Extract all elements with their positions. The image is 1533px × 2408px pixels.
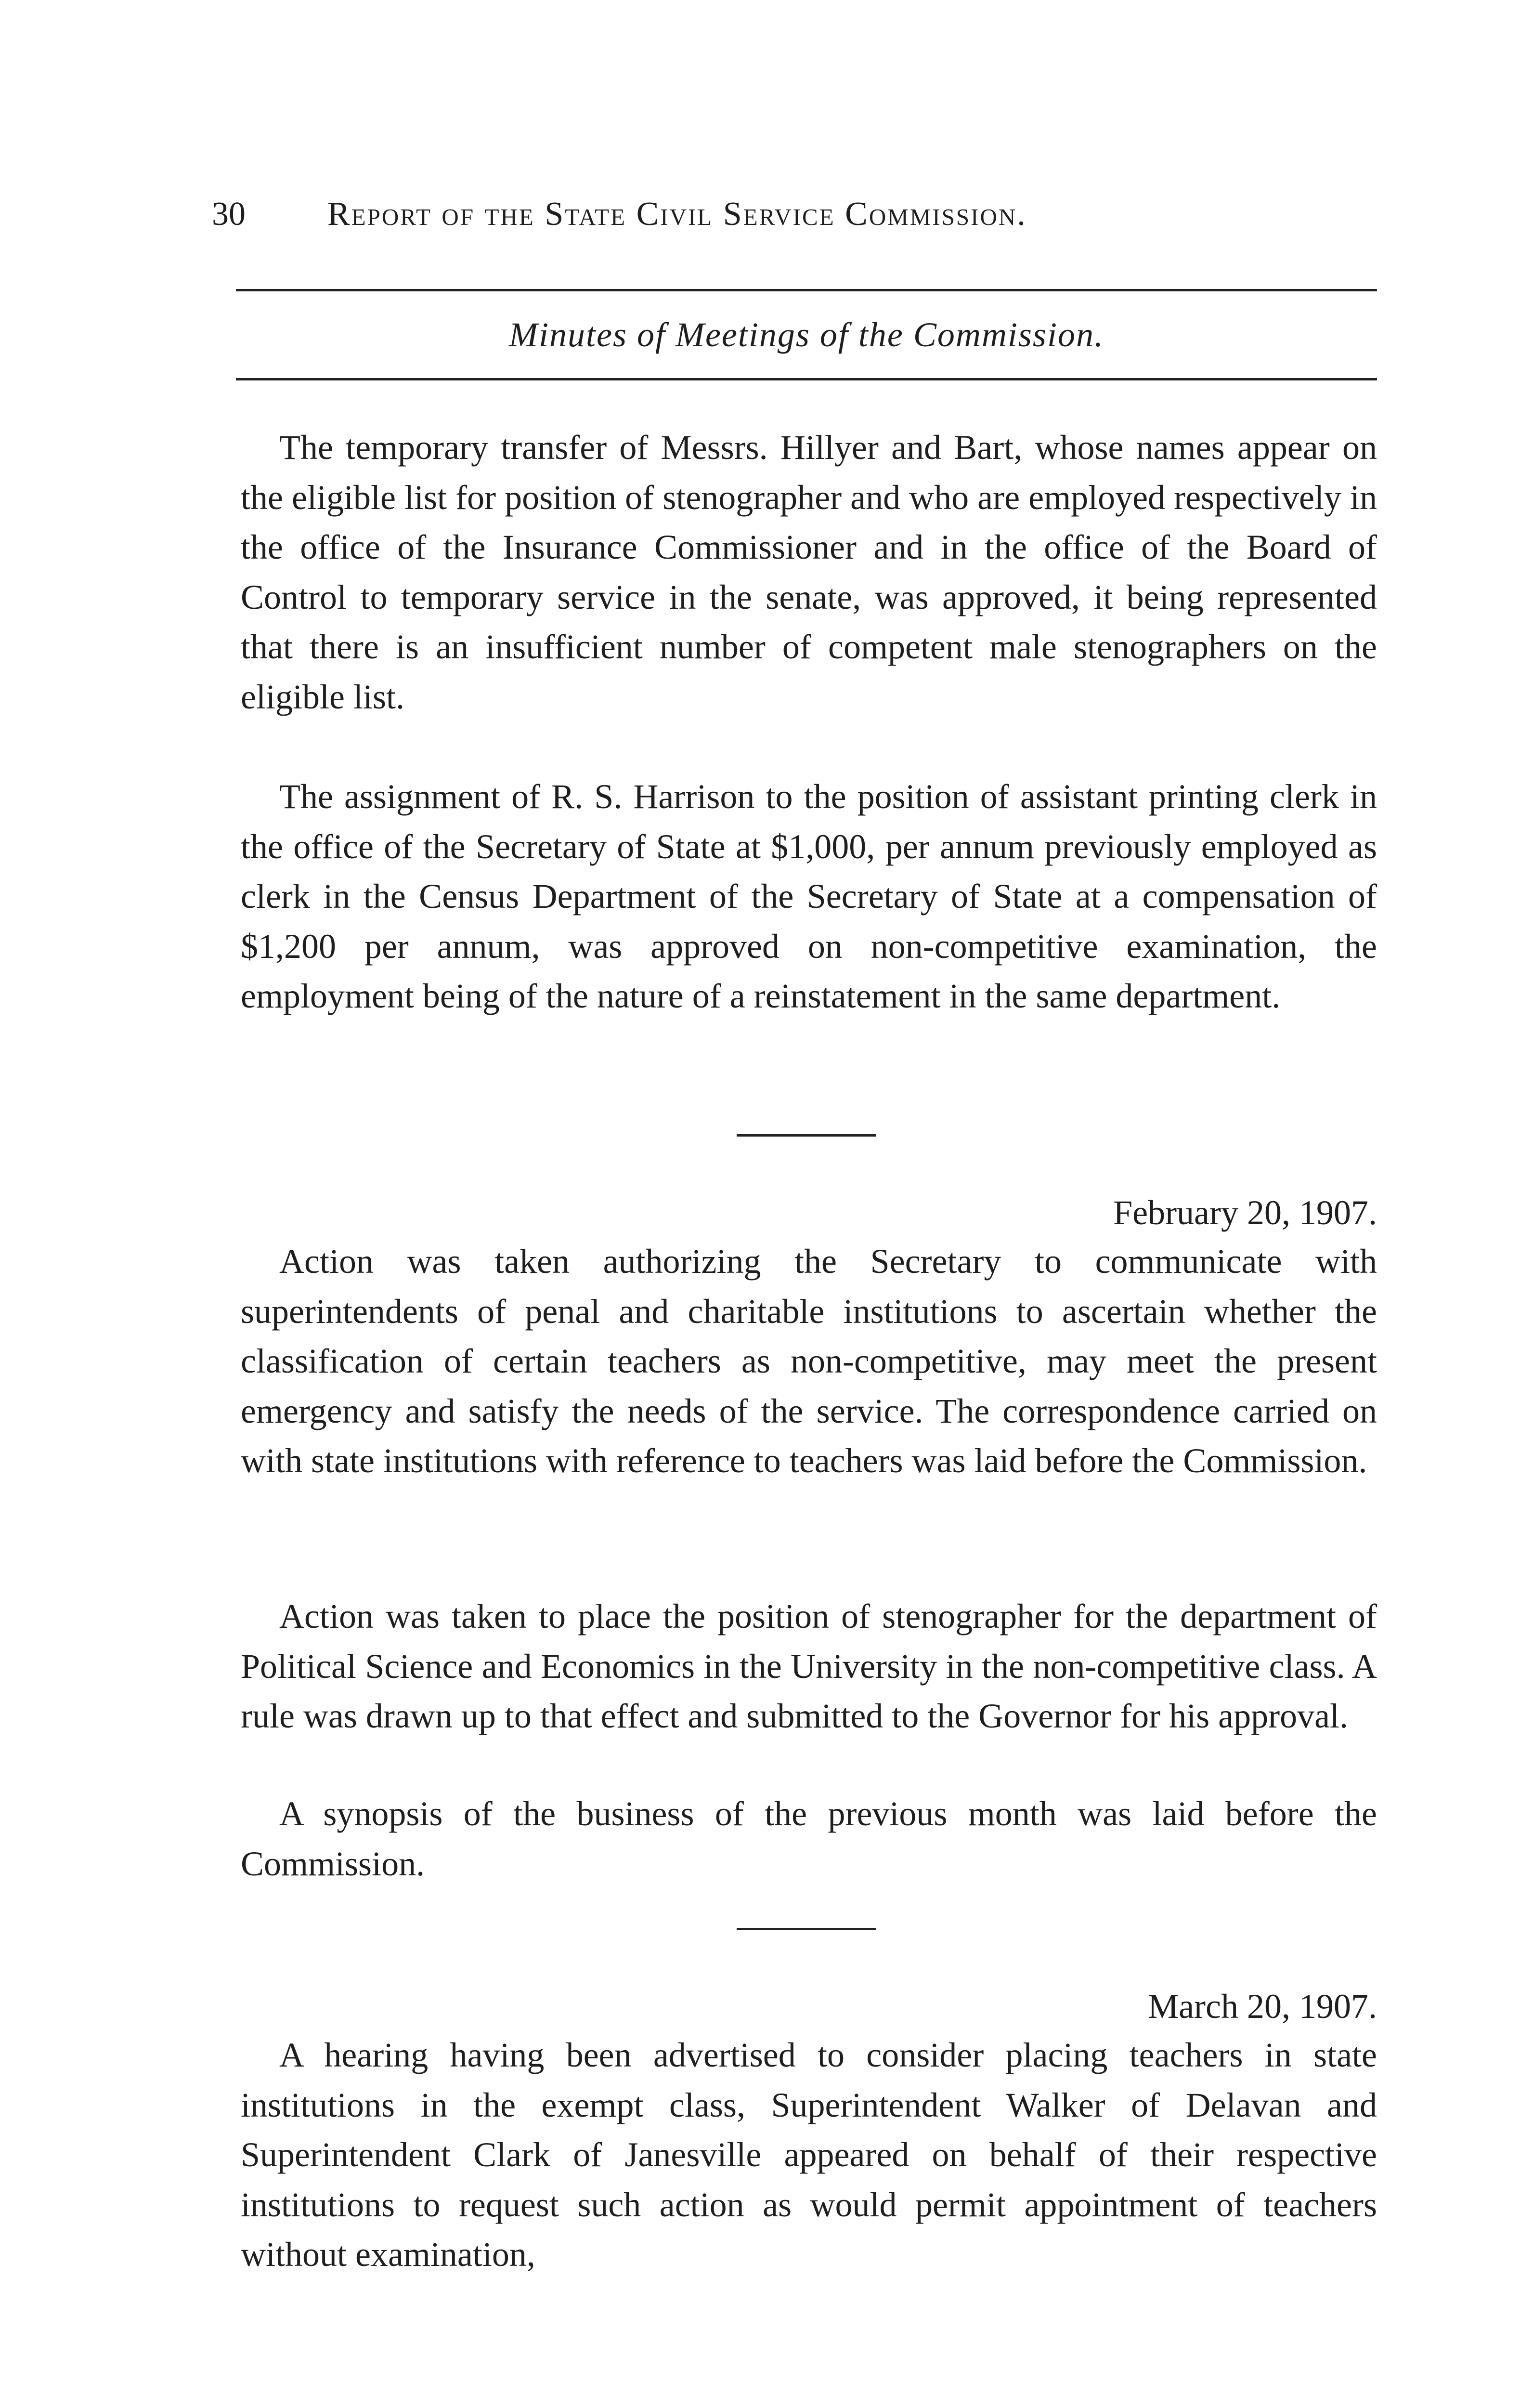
paragraph-hearing: A hearing having been advertised to consider placing teachers in state institutions in the exempt class, Superintendent Walker of Delavan and Superintendent Clark of Janesville appeared on behalf of their respective institutions to request such action as would permit appointment of teachers without examination, [241, 2036, 1377, 2274]
paragraph-stenographer: Action was taken to place the position of stenographer for the department of Political Science and Economics in the University in the non-competitive class. A rule was drawn up to that effect and submitted to the Governor for his approval. [241, 1597, 1377, 1735]
header-rule-top [236, 289, 1377, 291]
meeting-date: March 20, 1907. [1148, 1987, 1377, 2026]
section-divider [737, 1928, 876, 1930]
header-rule-bottom [236, 378, 1377, 380]
section-title: Minutes of Meetings of the Commission. [509, 315, 1104, 354]
meeting-date: February 20, 1907. [1113, 1193, 1377, 1232]
paragraph-transfer: The temporary transfer of Messrs. Hillyer and Bart, whose names appear on the eligible list for position of stenographer and who are employed respectively in the office of the Insurance Commissioner and in the office of the Board of Control to temporary service in the senate, was approved, it being represented that there is an insufficient number of competent male stenographers on the eligible list. [241, 428, 1377, 716]
running-header [212, 188, 1377, 241]
paragraph-synopsis: A synopsis of the business of the previous month was laid before the Commission. [241, 1794, 1377, 1883]
page-number: 30 [212, 196, 246, 233]
section-divider [737, 1134, 876, 1137]
paragraph-superintendents: Action was taken authorizing the Secretary to communicate with superintendents of penal and charitable institutions to ascertain whether the classification of certain teachers as non-competitive, may meet the present emergency and satisfy the needs of the service. The correspondence carried on with state institutions with reference to teachers was laid before the Commission. [241, 1242, 1377, 1480]
paragraph-assignment: The assignment of R. S. Harrison to the position of assistant printing clerk in the office of the Secretary of State at $1,000, per annum previously employed as clerk in the Census Department of the Secretary of State at a compensation of $1,200 per annum, was approved on non-competitive examination, the employment being of the nature of a reinstatement in the same department. [241, 777, 1377, 1015]
running-title: Report of the State Civil Service Commission. [327, 196, 1027, 233]
